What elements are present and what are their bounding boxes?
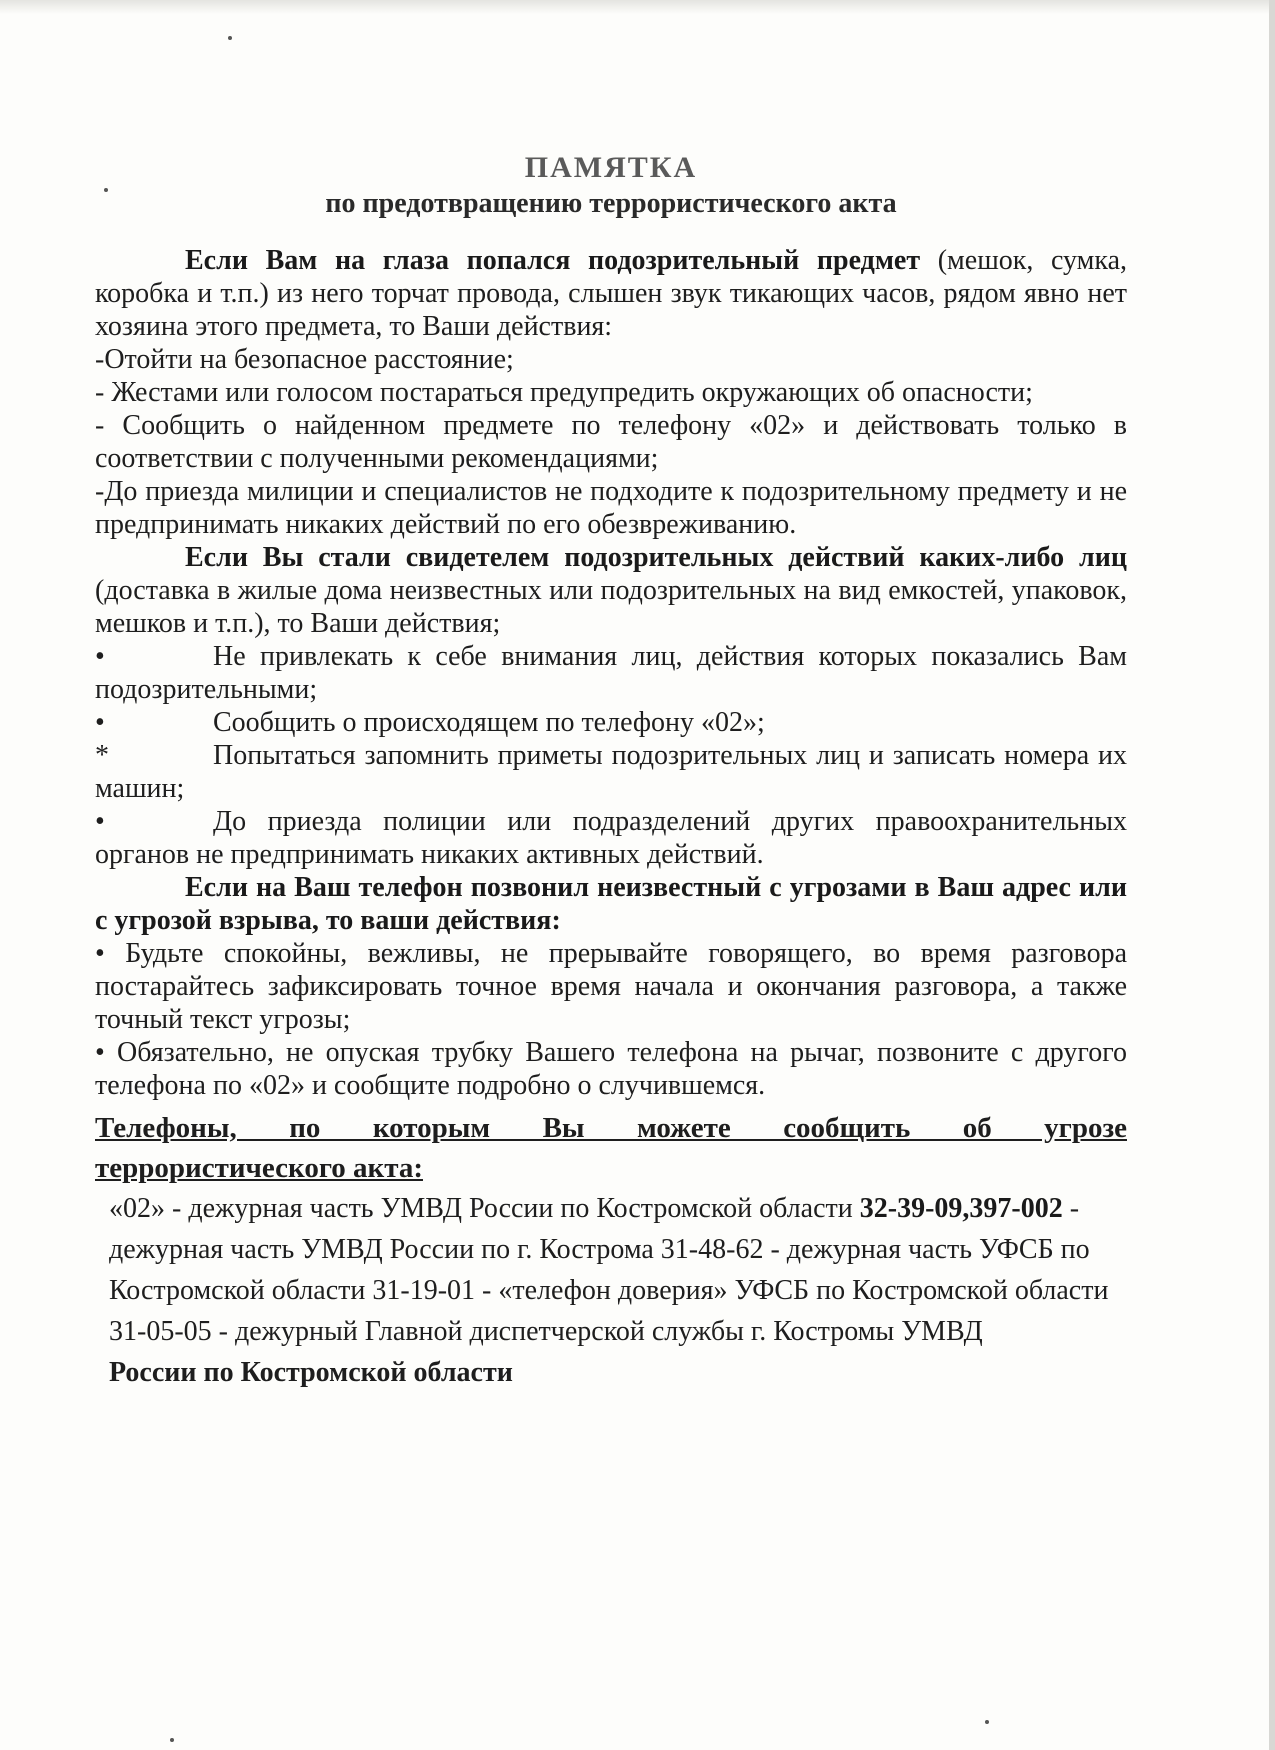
section3-lead [95, 871, 1127, 937]
phone-desc: - дежурная часть УМВД России по Костромской области [165, 1193, 860, 1224]
scan-right-edge [1269, 0, 1275, 1750]
scan-speck [228, 36, 232, 40]
section1-lead [95, 244, 1127, 343]
document-page [95, 150, 1127, 1393]
phone-number: 32-39-09,397-002 [859, 1193, 1063, 1224]
section2-item-text: Не привлекать к себе внимания лиц, действия которых показались Вам подозрительными; [95, 641, 1127, 705]
section2-item [95, 805, 1127, 871]
section1-item: -До приезда милиции и специалистов не подходите к подозрительному предмету и не предпринимать никаких действий по его обезвреживанию. [95, 476, 1127, 540]
section2-item [95, 739, 1127, 805]
scan-speck [985, 1720, 989, 1724]
section3-item: • Обязательно, не опуская трубку Вашего телефона на рычаг, позвоните с другого телефона по «02» и сообщите подробно о случившемся. [95, 1037, 1127, 1101]
phone-desc: - дежурный Главной диспетчерской службы г. Костромы УМВД [211, 1316, 983, 1347]
phone-desc: - дежурная часть УФСБ по Костромской области [109, 1234, 1090, 1306]
document-subtitle: по предотвращению террористического акта [325, 188, 897, 219]
scan-speck [170, 1738, 174, 1742]
phone-number: 31-19-01 [372, 1275, 476, 1306]
document-title: ПАМЯТКА [524, 151, 698, 184]
section2-lead-bold: Если Вы стали свидетелем подозрительных действий каких-либо лиц [185, 542, 1127, 573]
section2-item [95, 640, 1127, 706]
phone-desc: - дежурная часть УМВД России по г. Кострома [109, 1193, 1080, 1265]
phone-number: 31-48-62 [660, 1234, 764, 1265]
section3-lead-bold: Если на Ваш телефон позвонил неизвестный с угрозами в Ваш адрес или с угрозой взрыва, то ваши действия: [95, 872, 1127, 936]
section1-item: -Отойти на безопасное расстояние; [95, 344, 514, 375]
section3-item: • Будьте спокойны, вежливы, не прерывайте говорящего, во время разговора постарайтесь зафиксировать точное время начала и окончания разговора, а также точный текст угрозы; [95, 938, 1127, 1035]
section2-lead [95, 541, 1127, 640]
section2-item [95, 706, 1127, 739]
bullet-marker: * [95, 740, 109, 771]
section1-item: - Сообщить о найденном предмете по телефону «02» и действовать только в соответствии с полученными рекомендациями; [95, 410, 1127, 474]
bullet-marker: • [95, 806, 105, 837]
bullet-marker: • [95, 707, 105, 738]
phones-heading: Телефоны, по которым Вы можете сообщить об угрозе [95, 1112, 1127, 1144]
phones-heading-cont: террористического акта: [95, 1152, 423, 1184]
section1-lead-rest: (мешок, сумка, коробка и т.п.) из него торчат провода, слышен звук тикающих часов, рядом явно нет хозяина этого предмета, то Ваши действия: [95, 245, 1127, 342]
phones-footer: России по Костромской области [109, 1357, 513, 1388]
section2-lead-rest: (доставка в жилые дома неизвестных или подозрительных на вид емкостей, упаковок, мешков и т.п.), то Ваши действия; [95, 575, 1127, 639]
phone-number: 31-05-05 [109, 1316, 212, 1347]
phone-number: «02» [109, 1193, 165, 1224]
section2-item-text: Попытаться запомнить приметы подозрительных лиц и записать номера их машин; [95, 740, 1127, 804]
scan-top-edge [0, 0, 1275, 14]
section2-item-text: Сообщить о происходящем по телефону «02»; [213, 707, 765, 738]
bullet-marker: • [95, 641, 105, 672]
section1-lead-bold: Если Вам на глаза попался подозрительный предмет [185, 245, 921, 276]
phones-list [95, 1188, 1127, 1352]
section2-item-text: До приезда полиции или подразделений других правоохранительных органов не предпринимать никаких активных действий. [95, 806, 1127, 870]
phone-desc: - «телефон доверия» УФСБ по Костромской области [475, 1275, 1109, 1306]
section1-item: - Жестами или голосом постараться предупредить окружающих об опасности; [95, 377, 1033, 408]
